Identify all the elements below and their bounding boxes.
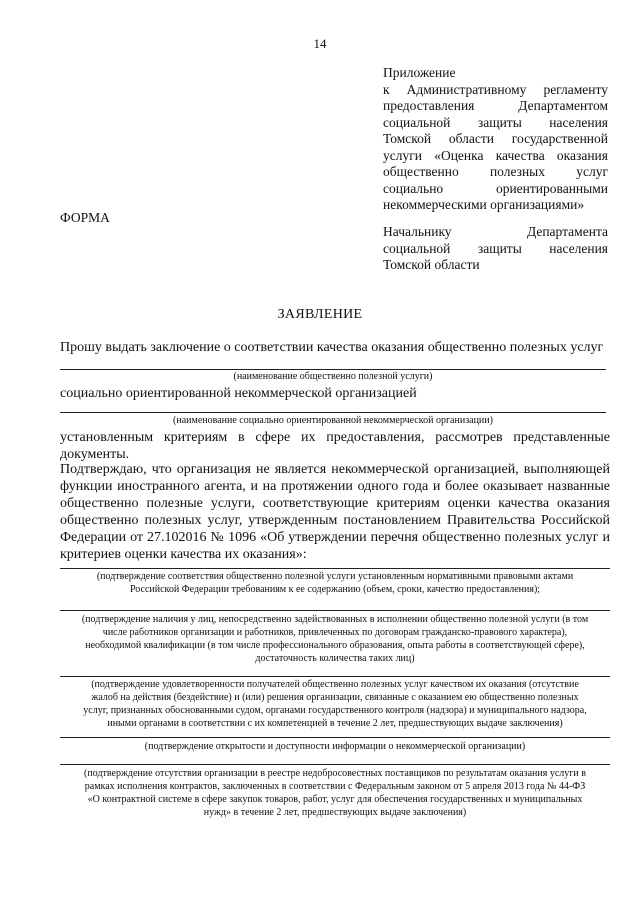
caption-line: иными органами в соответствии с их компетенцией в течение 2 лет, предшествующих выдаче заключения) (107, 718, 563, 729)
caption-line: (подтверждение наличия у лиц, непосредственно задействованных в исполнении общественно полезной услуги (в том (81, 614, 589, 625)
addressee-line: социальной защиты населения (383, 240, 608, 256)
caption-line: жалоб на действия (бездействие) и (или) решения организации, связанные с оказанием ею общественно полезных (91, 692, 579, 703)
satisfaction-caption (60, 678, 610, 730)
paragraph-line: Федерации от 27.102016 № 1096 «Об утверждении перечня общественно полезных услуг и (60, 530, 610, 545)
caption-line: «О контрактной системе в сфере закупок товаров, работ, услуг для обеспечения государственных и муниципальных (87, 794, 583, 805)
registry-field[interactable] (60, 764, 610, 765)
appendix-line: Томской области государственной (383, 131, 608, 146)
paragraph-line: установленным критериям в сфере их предоставления, рассмотрев представленные (60, 430, 610, 445)
caption-line: (подтверждение отсутствия организации в реестре недобросовестных поставщиков по результатам оказания услуги в (84, 768, 586, 779)
caption-line: (подтверждение соответствия общественно полезной услуги установленным нормативными правовыми актами (96, 571, 574, 582)
service-name-caption: (наименование общественно полезной услуги) (233, 371, 433, 382)
confirmation-paragraph (60, 461, 610, 563)
document-title: ЗАЯВЛЕНИЕ (277, 307, 363, 322)
appendix-line: к Административному регламенту (383, 81, 608, 97)
qualification-caption (60, 613, 610, 665)
qualification-field[interactable] (60, 610, 610, 611)
paragraph-line: функции иностранного агента, и на протяжении одного года и более оказывает названные (60, 479, 610, 494)
addressee-line: Томской области (383, 257, 480, 272)
addressee-block (383, 224, 608, 274)
caption-line: Российской Федерации требованиям к ее содержанию (объем, сроки, качество предоставления); (129, 584, 541, 595)
paragraph-line: общественно полезных услуг, утвержденным постановлением Правительства Российской (60, 513, 610, 528)
appendix-line: некоммерческими организациями» (383, 197, 585, 212)
appendix-line: общественно полезных услуг (383, 164, 608, 179)
caption-line: услуг, признанных обоснованными судом, органами государственного контроля (надзора) и муниципального надзора, (83, 705, 587, 716)
registry-caption (60, 767, 610, 819)
paragraph-line: критериев оценки качества их оказания»: (60, 547, 307, 562)
caption-line: рамках исполнения контрактов, заключенных в соответствии с Федеральным законом от 5 апреля 2013 года № 44-ФЗ (84, 781, 586, 792)
org-line: социально ориентированной некоммерческой организацией (60, 386, 417, 401)
appendix-line: услуги «Оценка качества оказания (383, 147, 608, 163)
request-line: Прошу выдать заключение о соответствии качества оказания общественно полезных услуг (60, 340, 604, 355)
page-number: 14 (313, 36, 327, 51)
paragraph-line: Подтверждаю, что организация не является некоммерческой организацией, выполняющей (60, 462, 610, 477)
org-name-caption: (наименование социально ориентированной некоммерческой организации) (173, 415, 493, 426)
paragraph-line: общественно полезные услуги, соответствующие критериям оценки качества оказания (60, 496, 610, 511)
appendix-line: социальной защиты населения (383, 114, 608, 130)
appendix-line: социально ориентированными (383, 180, 608, 196)
caption-line: нужд» в течение 2 лет, предшествующих выдаче заключения) (203, 807, 467, 818)
appendix-header (383, 65, 608, 214)
openness-field[interactable] (60, 737, 610, 738)
requirements-caption (60, 570, 610, 596)
caption-line: достаточность количества таких лиц) (255, 653, 415, 664)
org-name-field[interactable] (60, 412, 606, 413)
appendix-line: Приложение (383, 65, 456, 80)
appendix-line: предоставления Департаментом (383, 98, 608, 113)
requirements-field[interactable] (60, 568, 610, 569)
criteria-paragraph (60, 429, 610, 463)
addressee-line: Начальнику Департамента (383, 224, 608, 239)
caption-line: (подтверждение удовлетворенности получателей общественно полезных услуг качеством их оказания (отсутствие (91, 679, 579, 690)
paragraph-line: документы. (60, 447, 130, 462)
caption-line: числе работников организации и работников, привлеченных по договорам гражданско-правового характера), (102, 627, 568, 638)
caption-line: необходимой квалификации (в том числе профессионального образования, опыта работы в соответствующей сфере), (85, 640, 585, 651)
openness-caption: (подтверждение открытости и доступности информации о некоммерческой организации) (144, 741, 526, 752)
satisfaction-field[interactable] (60, 676, 610, 677)
form-label: ФОРМА (60, 210, 110, 225)
